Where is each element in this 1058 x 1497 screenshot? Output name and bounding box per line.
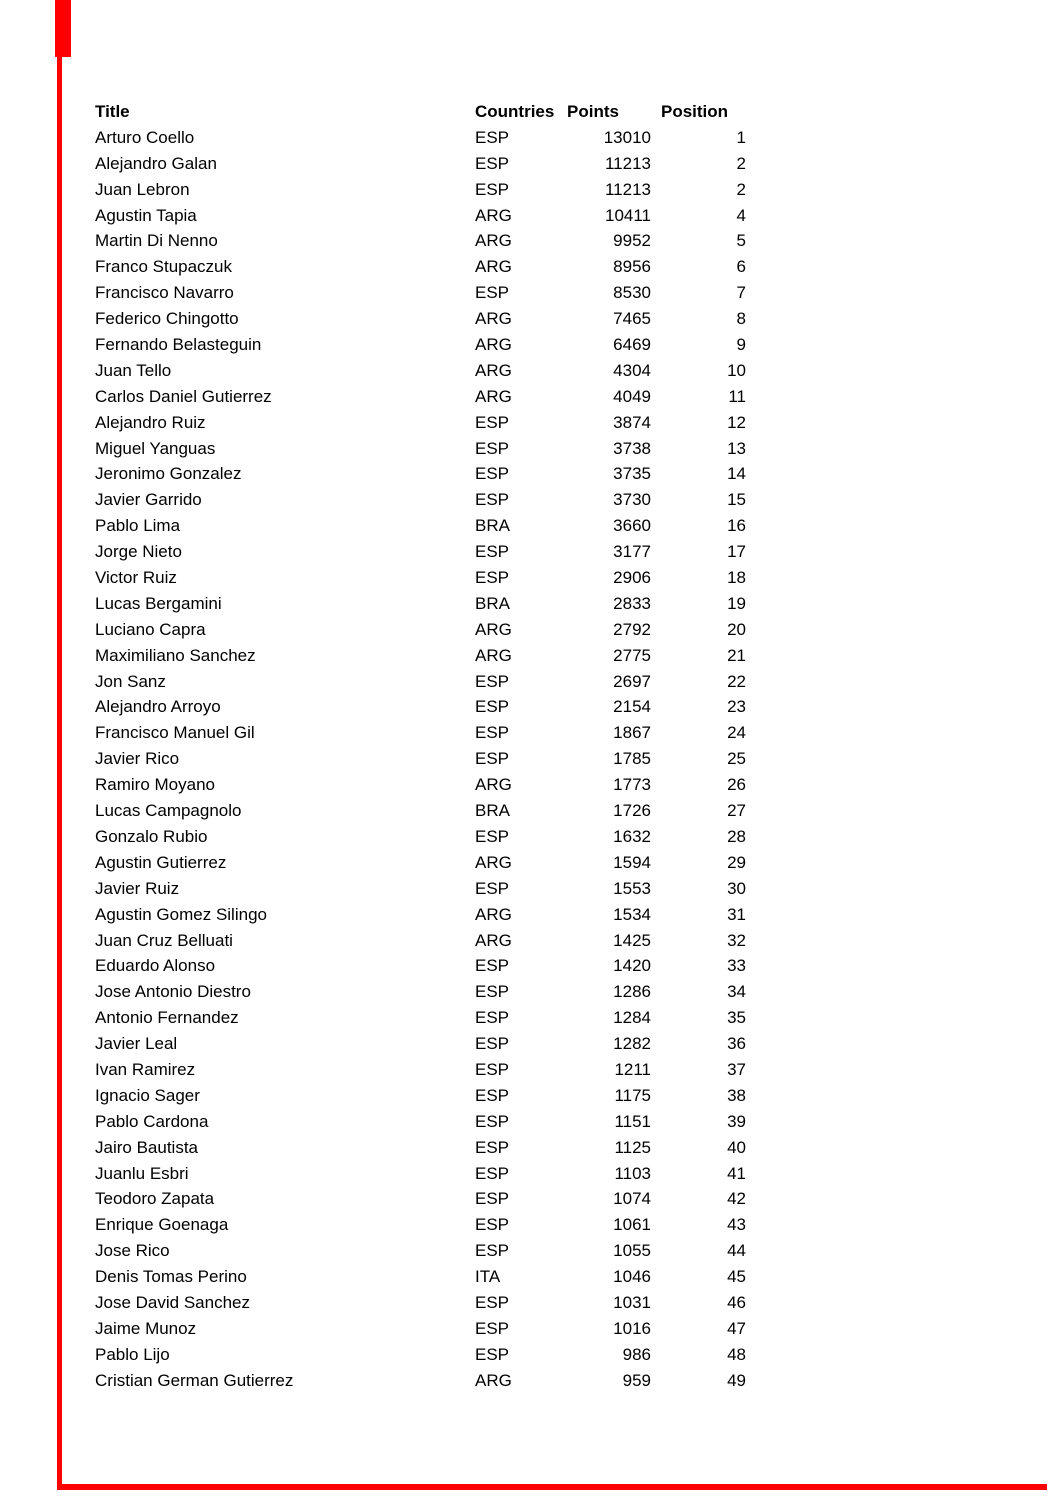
table-row [95,125,746,151]
position-cell: 29 [727,852,746,872]
country-cell: ARG [475,205,512,225]
country-cell: ARG [475,257,512,277]
player-title-cell: Ramiro Moyano [95,775,215,795]
country-cell: BRA [475,516,510,536]
country-cell: ARG [475,231,512,251]
position-cell: 17 [727,542,746,562]
table-row [95,1290,746,1316]
position-cell: 2 [736,179,746,199]
points-cell: 11213 [604,153,651,173]
points-cell: 1016 [613,1318,651,1338]
country-cell: BRA [475,801,510,821]
position-cell: 8 [736,309,746,329]
points-cell: 8956 [613,257,651,277]
country-cell: ESP [475,671,510,691]
position-cell: 14 [727,464,746,484]
points-cell: 1594 [613,852,651,872]
country-cell: ESP [475,1085,510,1105]
position-cell: 19 [727,593,746,613]
position-cell: 18 [727,568,746,588]
position-cell: 42 [727,1189,746,1209]
position-cell: 24 [727,723,746,743]
country-cell: ARG [475,930,512,950]
points-cell: 1211 [614,1059,651,1079]
player-title-cell: Jaime Munoz [95,1318,197,1338]
position-cell: 26 [727,775,746,795]
points-cell: 6469 [613,335,651,355]
table-row [95,669,746,695]
table-row [95,953,746,979]
player-title-cell: Carlos Daniel Gutierrez [95,386,272,406]
points-cell: 1282 [613,1034,651,1054]
position-cell: 41 [727,1163,746,1183]
table-row [95,876,746,902]
red-left-border [57,0,62,1490]
points-cell: 8530 [613,283,651,303]
table-row [95,1057,746,1083]
country-cell: ESP [475,749,510,769]
country-cell: ARG [475,386,512,406]
player-title-cell: Arturo Coello [95,127,195,147]
player-title-cell: Fernando Belasteguin [95,335,262,355]
position-cell: 35 [727,1008,746,1028]
country-cell: ESP [475,438,510,458]
table-row [95,177,746,203]
points-cell: 2833 [613,593,651,613]
table-row [95,280,746,306]
points-cell: 1867 [613,723,651,743]
player-title-cell: Enrique Goenaga [95,1215,229,1235]
points-cell: 1420 [613,956,651,976]
country-cell: ESP [475,1137,510,1157]
player-title-cell: Martin Di Nenno [95,231,218,251]
points-cell: 1074 [613,1189,651,1209]
player-title-cell: Miguel Yanguas [95,438,216,458]
position-cell: 22 [727,671,746,691]
position-cell: 12 [727,412,746,432]
position-cell: 1 [736,127,746,147]
position-cell: 39 [727,1111,746,1131]
table-row [95,565,746,591]
points-cell: 2154 [613,697,651,717]
points-cell: 986 [622,1344,651,1364]
position-cell: 47 [727,1318,746,1338]
player-title-cell: Teodoro Zapata [95,1189,215,1209]
table-row [95,151,746,177]
player-title-cell: Alejandro Arroyo [95,697,221,717]
points-cell: 4304 [613,360,651,380]
player-title-cell: Ignacio Sager [95,1085,200,1105]
country-cell: BRA [475,593,510,613]
position-cell: 44 [727,1241,746,1261]
country-cell: ESP [475,1111,510,1131]
points-cell: 1553 [613,878,651,898]
red-bottom-border [57,1484,1047,1490]
country-cell: ESP [475,878,510,898]
position-cell: 15 [727,490,746,510]
country-cell: ARG [475,309,512,329]
table-row [95,436,746,462]
rankings-table [95,99,746,1394]
position-cell: 30 [727,878,746,898]
table-row [95,228,746,254]
points-cell: 1286 [613,982,651,1002]
position-cell: 48 [727,1344,746,1364]
player-title-cell: Pablo Cardona [95,1111,209,1131]
table-row [95,358,746,384]
points-cell: 1055 [613,1241,651,1261]
position-cell: 38 [727,1085,746,1105]
country-cell: ESP [475,283,510,303]
country-cell: ARG [475,360,512,380]
points-cell: 3874 [613,412,651,432]
player-title-cell: Javier Rico [95,749,180,769]
country-cell: ESP [475,1059,510,1079]
points-cell: 10411 [604,205,651,225]
column-header-position: Position [661,102,729,121]
country-cell: ARG [475,852,512,872]
table-row [95,720,746,746]
player-title-cell: Agustin Gomez Silingo [95,904,267,924]
player-title-cell: Juan Lebron [95,179,190,199]
table-row [95,513,746,539]
table-row [95,617,746,643]
country-cell: ESP [475,568,510,588]
player-title-cell: Jeronimo Gonzalez [95,464,242,484]
position-cell: 45 [727,1267,746,1287]
player-title-cell: Jose Rico [95,1241,170,1261]
player-title-cell: Agustin Gutierrez [95,852,227,872]
table-row [95,1264,746,1290]
position-cell: 25 [727,749,746,769]
points-cell: 1151 [614,1111,651,1131]
table-row [95,824,746,850]
player-title-cell: Jorge Nieto [95,542,182,562]
position-cell: 36 [727,1034,746,1054]
column-header-points: Points [567,102,619,121]
column-header-countries: Countries [475,102,555,121]
country-cell: ARG [475,619,512,639]
position-cell: 34 [727,982,746,1002]
player-title-cell: Jon Sanz [95,671,166,691]
points-cell: 9952 [613,231,651,251]
position-cell: 2 [736,153,746,173]
table-row [95,902,746,928]
position-cell: 27 [727,801,746,821]
player-title-cell: Franco Stupaczuk [95,257,233,277]
position-cell: 31 [727,904,746,924]
player-title-cell: Eduardo Alonso [95,956,216,976]
table-row [95,410,746,436]
points-cell: 2792 [613,619,651,639]
player-title-cell: Luciano Capra [95,619,206,639]
player-title-cell: Agustin Tapia [95,205,197,225]
position-cell: 43 [727,1215,746,1235]
points-cell: 3735 [613,464,651,484]
position-cell: 16 [727,516,746,536]
country-cell: ESP [475,723,510,743]
position-cell: 7 [736,283,746,303]
country-cell: ESP [475,1292,510,1312]
table-row [95,850,746,876]
country-cell: ARG [475,904,512,924]
table-row [95,798,746,824]
points-cell: 3730 [613,490,651,510]
points-cell: 1425 [613,930,651,950]
table-row [95,979,746,1005]
table-row [95,487,746,513]
table-header-row [95,99,746,125]
points-cell: 13010 [603,127,651,147]
country-cell: ESP [475,153,510,173]
table-row [95,1005,746,1031]
player-title-cell: Cristian German Gutierrez [95,1370,294,1390]
player-title-cell: Antonio Fernandez [95,1008,239,1028]
country-cell: ESP [475,1318,510,1338]
player-title-cell: Pablo Lijo [95,1344,170,1364]
player-title-cell: Pablo Lima [95,516,181,536]
player-title-cell: Javier Ruiz [95,878,180,898]
position-cell: 37 [727,1059,746,1079]
position-cell: 6 [736,257,746,277]
position-cell: 40 [727,1137,746,1157]
points-cell: 1061 [613,1215,651,1235]
position-cell: 23 [727,697,746,717]
country-cell: ARG [475,1370,512,1390]
table-row [95,1135,746,1161]
table-row [95,1186,746,1212]
table-row [95,591,746,617]
player-title-cell: Javier Garrido [95,490,202,510]
position-cell: 9 [736,335,746,355]
points-cell: 959 [622,1370,651,1390]
points-cell: 7465 [613,309,651,329]
points-cell: 4049 [613,386,651,406]
table-row [95,461,746,487]
table-row [95,1212,746,1238]
table-row [95,1238,746,1264]
table-row [95,1342,746,1368]
country-cell: ESP [475,1241,510,1261]
points-cell: 3660 [613,516,651,536]
table-row [95,643,746,669]
column-header-title: Title [95,102,130,121]
country-cell: ESP [475,956,510,976]
player-title-cell: Juan Tello [95,360,172,380]
country-cell: ESP [475,1344,510,1364]
table-row [95,203,746,229]
player-title-cell: Gonzalo Rubio [95,826,208,846]
position-cell: 5 [736,231,746,251]
country-cell: ESP [475,1189,510,1209]
table-row [95,1368,746,1394]
points-cell: 2697 [613,671,651,691]
position-cell: 4 [736,205,746,225]
points-cell: 1175 [614,1085,651,1105]
country-cell: ESP [475,464,510,484]
position-cell: 20 [727,619,746,639]
player-title-cell: Denis Tomas Perino [95,1267,247,1287]
country-cell: ESP [475,490,510,510]
player-title-cell: Jose David Sanchez [95,1292,250,1312]
table-row [95,772,746,798]
player-title-cell: Jose Antonio Diestro [95,982,251,1002]
player-title-cell: Alejandro Galan [95,153,217,173]
table-row [95,1031,746,1057]
points-cell: 1534 [613,904,651,924]
table-row [95,1316,746,1342]
player-title-cell: Francisco Navarro [95,283,234,303]
player-title-cell: Federico Chingotto [95,309,239,329]
points-cell: 2906 [613,568,651,588]
player-title-cell: Maximiliano Sanchez [95,645,256,665]
position-cell: 32 [727,930,746,950]
points-cell: 1773 [613,775,651,795]
player-title-cell: Jairo Bautista [95,1137,198,1157]
country-cell: ESP [475,179,510,199]
country-cell: ARG [475,335,512,355]
points-cell: 2775 [613,645,651,665]
points-cell: 11213 [604,179,651,199]
player-title-cell: Ivan Ramirez [95,1059,196,1079]
country-cell: ESP [475,697,510,717]
player-title-cell: Lucas Campagnolo [95,801,242,821]
points-cell: 1125 [614,1137,651,1157]
country-cell: ESP [475,1215,510,1235]
position-cell: 33 [727,956,746,976]
position-cell: 46 [727,1292,746,1312]
points-cell: 1103 [614,1163,651,1183]
table-row [95,332,746,358]
country-cell: ARG [475,775,512,795]
country-cell: ESP [475,1163,510,1183]
points-cell: 1031 [613,1292,651,1312]
player-title-cell: Victor Ruiz [95,568,177,588]
table-row [95,306,746,332]
player-title-cell: Juan Cruz Belluati [95,930,233,950]
points-cell: 1632 [613,826,651,846]
points-cell: 3177 [613,542,651,562]
country-cell: ESP [475,1008,510,1028]
position-cell: 13 [727,438,746,458]
country-cell: ESP [475,982,510,1002]
position-cell: 21 [727,645,746,665]
table-row [95,928,746,954]
country-cell: ESP [475,412,510,432]
table-row [95,746,746,772]
country-cell: ESP [475,826,510,846]
table-row [95,254,746,280]
position-cell: 49 [727,1370,746,1390]
country-cell: ARG [475,645,512,665]
position-cell: 28 [727,826,746,846]
country-cell: ESP [475,127,510,147]
country-cell: ITA [475,1267,501,1287]
points-cell: 1284 [613,1008,651,1028]
table-row [95,384,746,410]
table-body [95,125,746,1394]
table-row [95,1083,746,1109]
position-cell: 11 [728,386,746,406]
country-cell: ESP [475,542,510,562]
player-title-cell: Alejandro Ruiz [95,412,206,432]
country-cell: ESP [475,1034,510,1054]
points-cell: 1046 [613,1267,651,1287]
table-row [95,1109,746,1135]
position-cell: 10 [727,360,746,380]
player-title-cell: Javier Leal [95,1034,178,1054]
player-title-cell: Lucas Bergamini [95,593,222,613]
player-title-cell: Francisco Manuel Gil [95,723,255,743]
player-title-cell: Juanlu Esbri [95,1163,189,1183]
table-row [95,694,746,720]
table-row [95,539,746,565]
points-cell: 1726 [613,801,651,821]
table-row [95,1161,746,1187]
points-cell: 3738 [613,438,651,458]
points-cell: 1785 [613,749,651,769]
